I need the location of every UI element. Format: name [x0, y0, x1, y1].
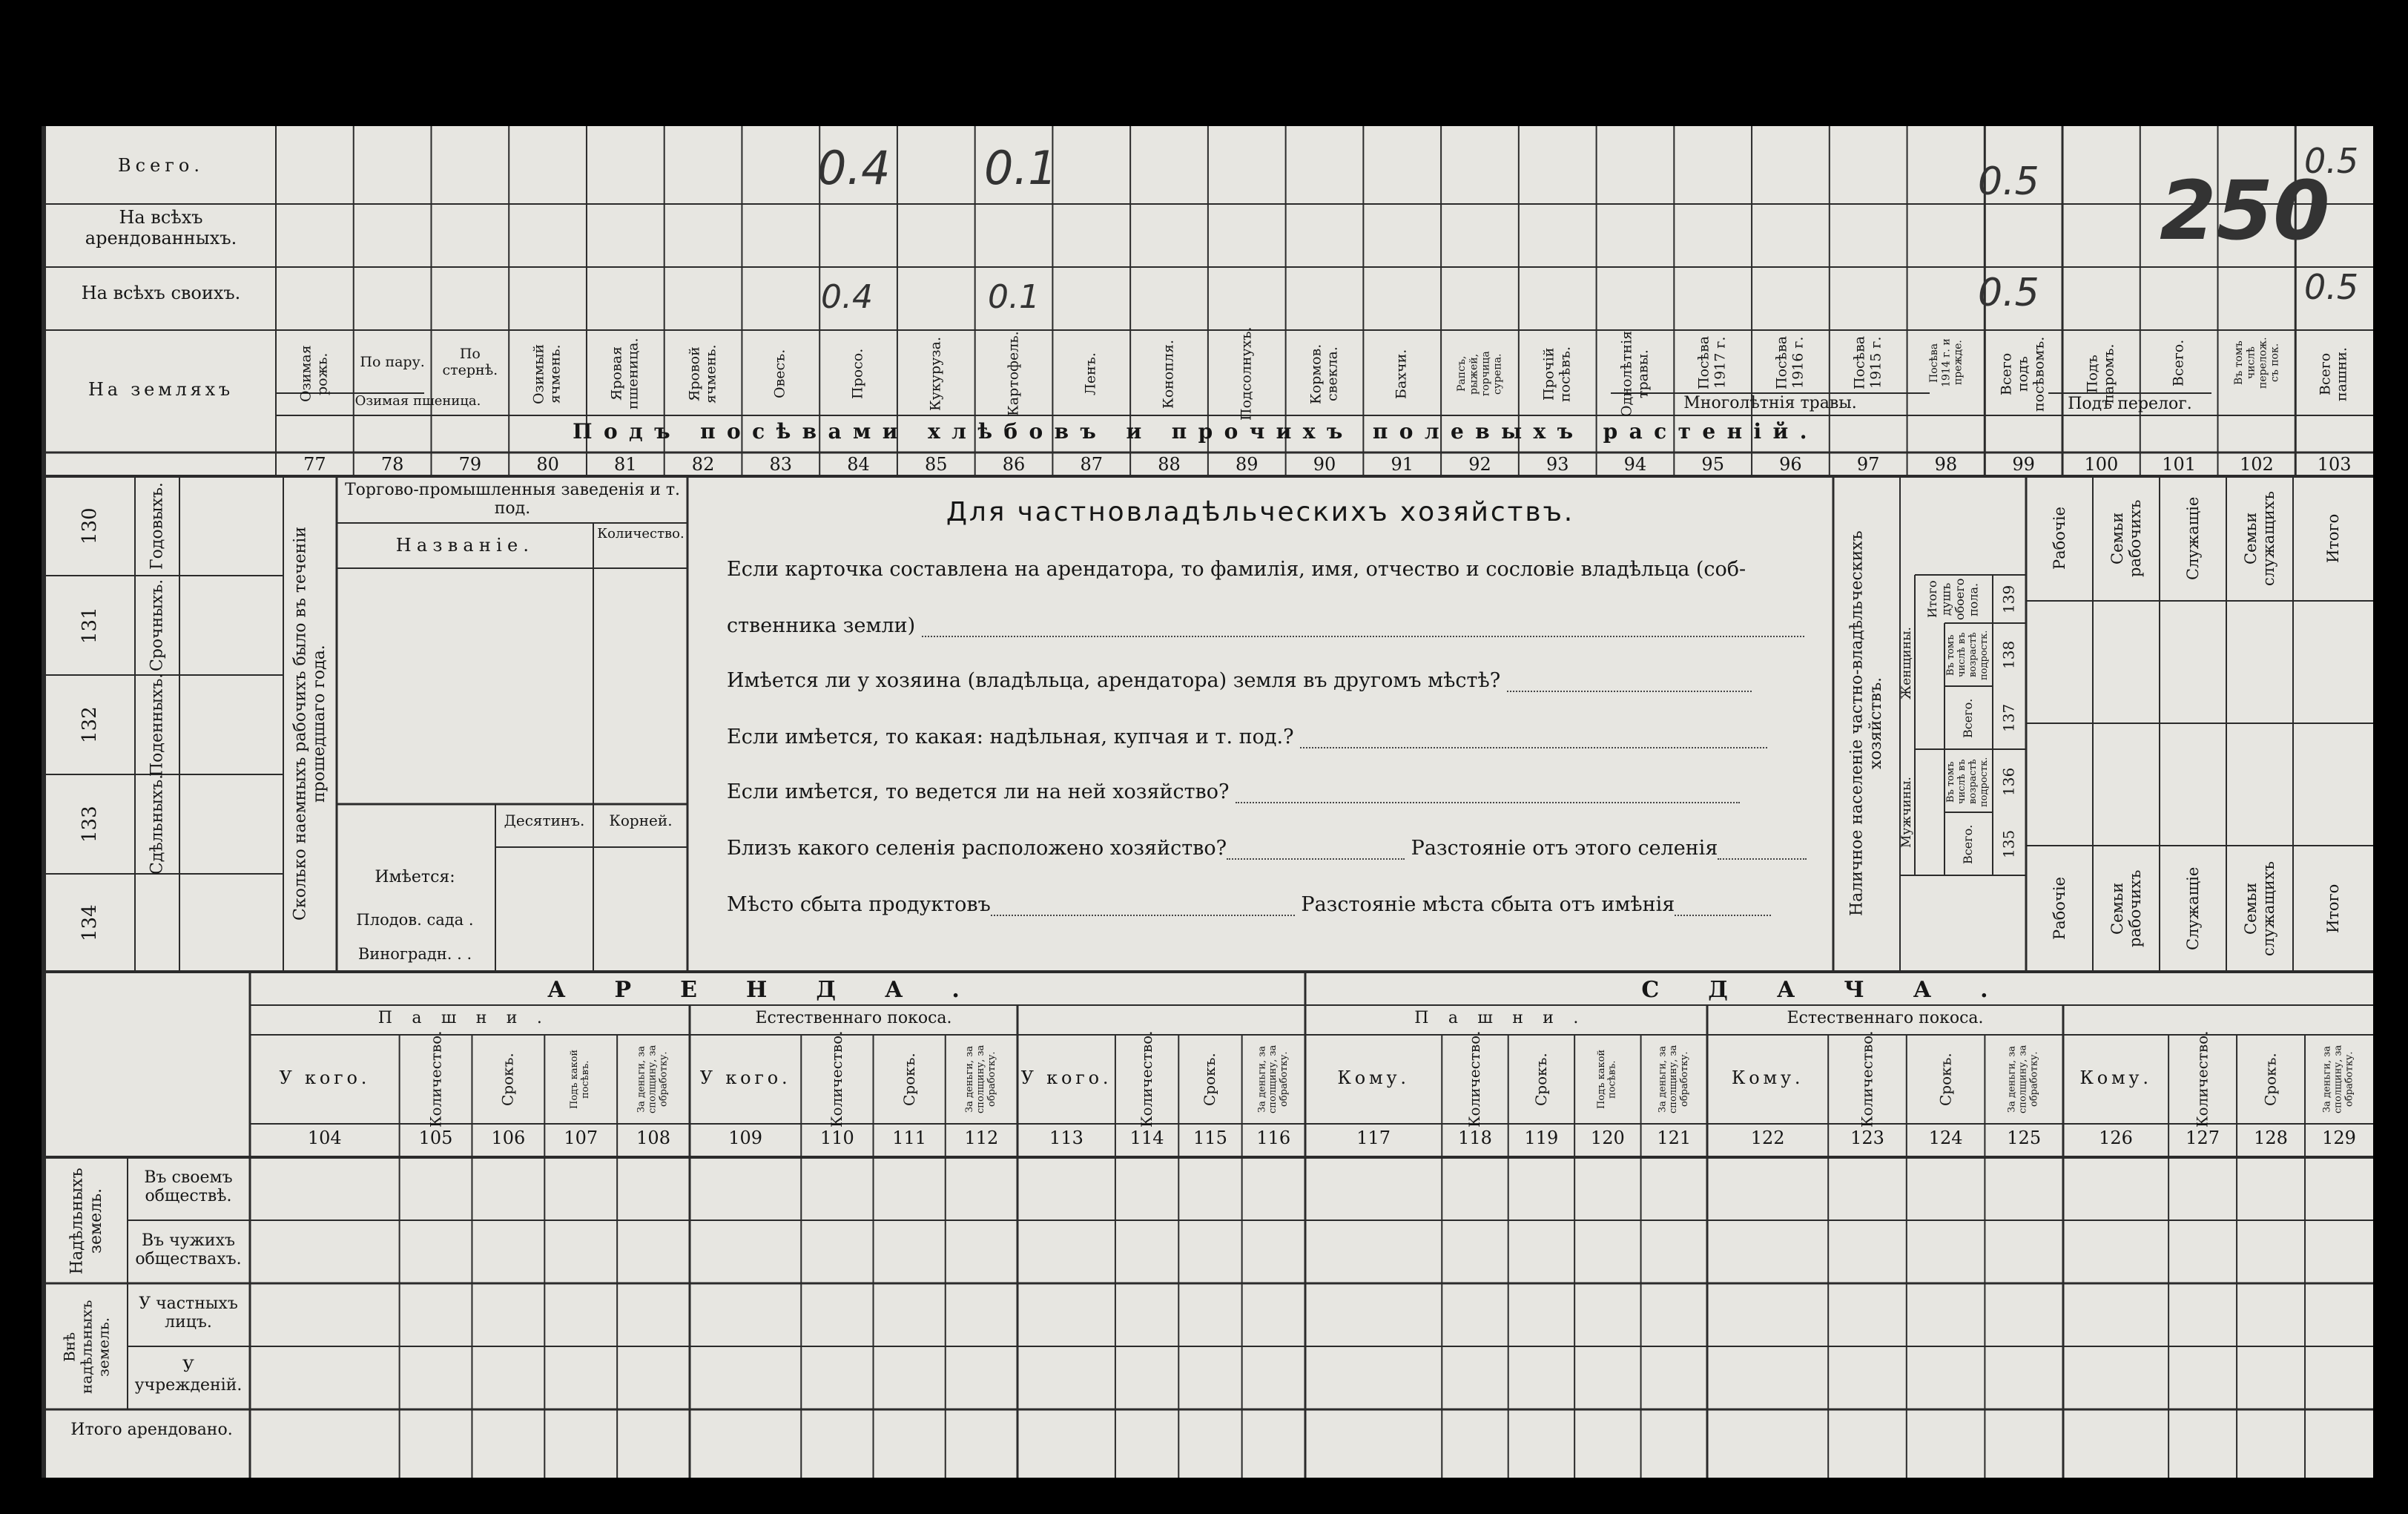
women-total-label: Всего. — [1960, 698, 1975, 738]
top-col-number: 81 — [614, 454, 637, 475]
header-col-83: Овесъ. — [771, 349, 788, 399]
top-col-number: 90 — [1313, 454, 1336, 475]
header-col-96: Посѣва 1916 г. — [1773, 335, 1807, 390]
header-col-85: Кукуруза. — [927, 337, 944, 412]
bottom-header-komu: Кому. — [2079, 1067, 2152, 1088]
handwritten-total-potato: 0.1 — [984, 141, 1058, 195]
top-col-number: 85 — [925, 454, 948, 475]
top-col-number: 101 — [2162, 454, 2197, 475]
bottom-col-number: 112 — [964, 1128, 999, 1148]
header-col-84: Просо. — [849, 348, 866, 400]
hired-col-label — [136, 877, 178, 969]
vineyard-label: Виноградн. . . — [357, 945, 472, 963]
bottom-header-za_dengi: За деньги, за сполщину, за обработку. — [2321, 1044, 2355, 1114]
census-card-sheet — [42, 126, 2373, 1478]
bottom-col-number: 120 — [1590, 1128, 1625, 1148]
top-col-number: 96 — [1779, 454, 1802, 475]
hired-col-number: 132 — [79, 706, 102, 743]
hired-col-number: 131 — [79, 607, 102, 644]
question-farming — [727, 780, 1802, 803]
right-col-label: Семьи служащихъ — [2241, 860, 2277, 957]
market-distance-field[interactable] — [1675, 914, 1771, 916]
header-col-87: Ленъ. — [1082, 352, 1099, 395]
hired-col-number: 133 — [79, 806, 102, 843]
header-col-93: Прочій посѣвъ. — [1540, 346, 1574, 402]
sdacha-title: СДАЧА. — [1641, 977, 2037, 1003]
bottom-header-za_dengi: За деньги, за сполщину, за обработку. — [636, 1044, 670, 1114]
bottom-header-kolvo: Количество. — [1858, 1030, 1876, 1128]
top-col-number: 102 — [2239, 454, 2274, 475]
row-other-societies: Въ чужихъ обществахъ. — [135, 1231, 242, 1269]
bottom-header-srok: Срокъ. — [900, 1053, 918, 1106]
has-label: Имѣется: — [375, 868, 455, 886]
right-col-label: Служащіе — [2183, 496, 2202, 581]
top-col-number: 97 — [1856, 454, 1880, 475]
women-label: Женщины. — [1899, 627, 1915, 700]
header-col-92: Рапсъ, рыжей, горчица сурепа. — [1456, 351, 1504, 397]
top-col-number: 88 — [1158, 454, 1181, 475]
right-col-label: Итого — [2323, 513, 2342, 564]
top-col-number: 84 — [847, 454, 870, 475]
village-distance-field[interactable] — [1718, 858, 1807, 860]
question-owner-line2 — [727, 614, 1802, 637]
bottom-header-kolvo: Количество. — [1138, 1030, 1156, 1128]
owner-answer-field[interactable] — [922, 635, 1804, 637]
bottom-col-number: 114 — [1129, 1128, 1164, 1148]
bottom-header-u_kogo: У кого. — [699, 1067, 791, 1088]
bottom-group-title: Пашни. — [377, 1009, 562, 1027]
bottom-col-number: 121 — [1657, 1128, 1692, 1148]
bottom-col-number: 119 — [1524, 1128, 1559, 1148]
question-land-type-text: Если имѣется, то какая: надѣльная, купчая и т. под.? — [727, 725, 1294, 748]
population-title: Наличное населеніе частно-владѣльческихъ хозяйствъ. — [1847, 530, 1885, 916]
question-village-text: Близъ какого селенія расположено хозяйство? — [727, 837, 1227, 860]
header-col-99: Всего подъ посѣвомъ. — [1998, 336, 2048, 412]
pop-num-136: 136 — [1999, 767, 2018, 797]
bottom-col-number: 107 — [564, 1128, 598, 1148]
total-both-sexes-label: Итого душъ обоего пола. — [1925, 578, 1981, 621]
top-col-number: 103 — [2317, 454, 2352, 475]
handwritten-own-sown: 0.5 — [1978, 271, 2039, 315]
bottom-header-srok: Срокъ. — [1936, 1053, 1955, 1106]
row-label-lands: На земляхъ — [88, 379, 234, 400]
question-village — [727, 837, 1802, 860]
header-col-82: Яровой ячмень. — [686, 344, 719, 404]
bottom-header-za_dengi: За деньги, за сполщину, за обработку. — [963, 1044, 997, 1114]
men-teen-label: Въ томъ числѣ въ возрастѣ подростк. — [1945, 757, 1990, 807]
header-col-79: По стернѣ. — [442, 346, 498, 378]
header-col-80: Озимый ячмень. — [530, 343, 564, 404]
hired-col-label: Срочныхъ. — [148, 579, 167, 672]
top-col-number: 100 — [2084, 454, 2119, 475]
header-col-89: Подсолнухъ. — [1238, 326, 1255, 421]
right-col-label: Рабочіе — [2050, 507, 2068, 570]
top-col-number: 86 — [1002, 454, 1026, 475]
bottom-header-kolvo: Количество. — [426, 1030, 445, 1128]
top-col-number: 99 — [2012, 454, 2035, 475]
bottom-header-pod_posev: Подъ какой посѣвъ. — [1595, 1049, 1618, 1110]
trade-name-header: Названіе. — [395, 535, 535, 556]
women-teen-label: Въ томъ числѣ въ возрастѣ подростк. — [1945, 630, 1990, 680]
header-fallow: Подъ перелог. — [2068, 395, 2192, 413]
bottom-header-u_kogo: У кого. — [279, 1067, 371, 1088]
bottom-col-number: 106 — [491, 1128, 526, 1148]
header-col-94: Однолѣтнія травы. — [1618, 330, 1651, 418]
bottom-col-number: 117 — [1356, 1128, 1391, 1148]
farming-answer-field[interactable] — [1236, 801, 1740, 803]
other-land-answer-field[interactable] — [1507, 690, 1752, 692]
group-nadel-label: Надѣльныхъ земель. — [67, 1168, 105, 1274]
question-market-distance-text: Разстояніе мѣста сбыта отъ имѣнія — [1301, 893, 1675, 916]
bottom-col-number: 122 — [1750, 1128, 1785, 1148]
orchard-label: Плодов. сада . — [356, 911, 474, 929]
bottom-col-number: 127 — [2186, 1128, 2220, 1148]
bottom-col-number: 111 — [892, 1128, 927, 1148]
hired-col-number: 130 — [79, 507, 102, 544]
header-col-103: Всего пашни. — [2317, 346, 2350, 401]
village-answer-field[interactable] — [1227, 858, 1405, 860]
right-col-label: Семьи служащихъ — [2241, 490, 2277, 587]
header-col-95: Посѣва 1917 г. — [1695, 335, 1729, 390]
bottom-col-number: 109 — [728, 1128, 763, 1148]
header-col-100: Подъ паромъ. — [2084, 343, 2117, 404]
header-col-97: Посѣва 1915 г. — [1851, 335, 1884, 390]
bottom-header-za_dengi: За деньги, за сполщину, за обработку. — [1256, 1044, 1290, 1114]
row-label-own: На всѣхъ своихъ. — [81, 283, 241, 303]
top-col-number: 87 — [1080, 454, 1104, 475]
question-owner-line1: Если карточка составлена на арендатора, то фамилія, имя, отчество и сословіе владѣльца (соб- — [727, 558, 1746, 581]
top-col-number: 82 — [691, 454, 715, 475]
question-owner-text: ственника земли) — [727, 614, 916, 637]
question-other-land-text: Имѣется ли у хозяина (владѣльца, арендатора) земля въ другомъ мѣстѣ? — [727, 669, 1501, 692]
right-col-label: Семьи рабочихъ — [2108, 869, 2144, 948]
bottom-header-srok: Срокъ. — [1531, 1053, 1550, 1106]
row-own-society: Въ своемъ обществѣ. — [144, 1168, 233, 1206]
header-col-88: Конопля. — [1160, 339, 1177, 409]
bottom-col-number: 104 — [307, 1128, 342, 1148]
bottom-header-za_dengi: За деньги, за сполщину, за обработку. — [1656, 1044, 1690, 1114]
bottom-col-number: 125 — [2007, 1128, 2042, 1148]
header-col-102: Въ томъ числѣ перелож. съ пок. — [2232, 337, 2280, 389]
row-label-rented: На всѣхъ арендованныхъ. — [85, 207, 237, 249]
handwritten-total-last: 0.5 — [2304, 141, 2359, 181]
bottom-col-number: 126 — [2099, 1128, 2133, 1148]
top-col-number: 83 — [769, 454, 793, 475]
right-col-label: Итого — [2323, 883, 2342, 934]
bottom-header-srok: Срокъ. — [1201, 1053, 1219, 1106]
top-col-number: 93 — [1546, 454, 1569, 475]
land-type-answer-field[interactable] — [1300, 746, 1767, 748]
right-col-label: Семьи рабочихъ — [2108, 499, 2144, 578]
bottom-col-number: 123 — [1850, 1128, 1884, 1148]
private-estate-title: Для частновладѣльческихъ хозяйствъ. — [946, 497, 1575, 527]
right-col-label: Рабочіе — [2050, 877, 2068, 941]
bottom-col-number: 113 — [1049, 1128, 1083, 1148]
market-answer-field[interactable] — [991, 914, 1295, 916]
handwritten-own-potato: 0.1 — [988, 278, 1040, 316]
bottom-header-srok: Срокъ. — [2261, 1053, 2280, 1106]
header-col-86: Картофель. — [1005, 331, 1022, 417]
bottom-header-komu: Кому. — [1731, 1067, 1804, 1088]
header-col-91: Бахчи. — [1393, 349, 1410, 399]
top-col-number: 79 — [458, 454, 482, 475]
bottom-col-number: 128 — [2254, 1128, 2288, 1148]
header-col-77: Озимая рожь. — [297, 345, 331, 403]
pop-num-138: 138 — [1999, 640, 2018, 670]
right-col-label: Служащіе — [2183, 866, 2202, 951]
top-col-number: 98 — [1934, 454, 1958, 475]
bottom-col-number: 105 — [418, 1128, 453, 1148]
trade-qty-header: Количество. — [597, 526, 685, 542]
desyatin-header: Десятинъ. — [504, 812, 585, 829]
pop-num-137: 137 — [1999, 703, 2018, 733]
group-vne-label: Внѣ надѣльныхъ земель. — [60, 1300, 113, 1395]
header-ozim-wheat: Озимая пшеница. — [354, 393, 481, 409]
row-institutions: У учрежденій. — [134, 1357, 243, 1395]
question-market — [727, 893, 1802, 916]
question-market-text: Мѣсто сбыта продуктовъ — [727, 893, 991, 916]
top-col-number: 89 — [1235, 454, 1259, 475]
header-col-90: Кормов. свекла. — [1307, 343, 1340, 404]
top-col-number: 92 — [1468, 454, 1491, 475]
question-land-type — [727, 725, 1802, 748]
bottom-col-number: 115 — [1193, 1128, 1227, 1148]
top-col-number: 95 — [1701, 454, 1724, 475]
top-col-number: 78 — [380, 454, 404, 475]
question-village-distance-text: Разстояніе отъ этого селенія — [1411, 837, 1718, 860]
under-crops-caption: Подъ посѣвами хлѣбовъ и прочихъ полевыхъ растеній. — [573, 419, 1818, 444]
question-other-land — [727, 669, 1802, 692]
header-col-81: Яровая пшеница. — [608, 338, 641, 410]
row-total-rented: Итого арендовано. — [70, 1421, 233, 1439]
bottom-group-title: Естественнаго покоса. — [755, 1009, 952, 1027]
header-col-101: Всего. — [2170, 339, 2187, 386]
handwritten-own-millet: 0.4 — [821, 278, 873, 316]
bottom-header-za_dengi: За деньги, за сполщину, за обработку. — [2006, 1044, 2040, 1114]
row-private-persons: У частныхъ лицъ. — [139, 1294, 238, 1332]
top-col-number: 80 — [536, 454, 559, 475]
top-col-number: 91 — [1391, 454, 1414, 475]
bottom-col-number: 116 — [1256, 1128, 1291, 1148]
hired-workers-title: Сколько наемныхъ рабочихъ было въ теченіи прошедшаго года. — [291, 527, 329, 921]
trade-title: Торгово-промышленныя заведенія и т. под. — [344, 481, 681, 519]
handwritten-own-last: 0.5 — [2304, 267, 2359, 307]
hired-col-label: Поденныхъ. — [148, 673, 167, 777]
bottom-header-u_kogo: У кого. — [1020, 1067, 1112, 1088]
bottom-header-pod_posev: Подъ какой посѣвъ. — [569, 1049, 592, 1110]
handwritten-rented-250: 250 — [2160, 163, 2330, 258]
top-col-number: 94 — [1623, 454, 1647, 475]
men-total-label: Всего. — [1960, 824, 1975, 864]
header-col-78: По пару. — [360, 354, 425, 371]
hired-col-label: Годовыхъ. — [148, 482, 167, 570]
handwritten-total-millet: 0.4 — [817, 141, 891, 195]
bottom-group-title: Пашни. — [1414, 1009, 1598, 1027]
bottom-col-number: 108 — [636, 1128, 670, 1148]
bottom-col-number: 129 — [2322, 1128, 2356, 1148]
bottom-header-kolvo: Количество. — [1465, 1030, 1484, 1128]
pop-num-139: 139 — [1999, 585, 2018, 614]
bottom-group-title: Естественнаго покоса. — [1787, 1009, 1984, 1027]
roots-header: Корней. — [609, 812, 673, 829]
bottom-header-komu: Кому. — [1337, 1067, 1410, 1088]
question-farming-text: Если имѣется, то ведется ли на ней хозяйство? — [727, 780, 1230, 803]
header-col-98: Посѣва 1914 г. и прежде. — [1927, 338, 1964, 387]
bottom-col-number: 124 — [1928, 1128, 1963, 1148]
hired-col-number: 134 — [79, 904, 102, 941]
hired-col-label: Сдѣльныхъ. — [148, 774, 167, 875]
bottom-col-number: 118 — [1458, 1128, 1492, 1148]
handwritten-total-sown: 0.5 — [1978, 159, 2039, 204]
bottom-header-kolvo: Количество. — [2193, 1030, 2211, 1128]
bottom-header-srok: Срокъ. — [498, 1053, 517, 1106]
pop-num-135: 135 — [1999, 829, 2018, 859]
header-perennial: Многолѣтнія травы. — [1683, 394, 1857, 412]
top-col-number: 77 — [303, 454, 326, 475]
row-label-total: Всего. — [118, 155, 204, 176]
men-label: Мужчины. — [1899, 777, 1915, 848]
bottom-header-kolvo: Количество. — [828, 1030, 846, 1128]
bottom-col-number: 110 — [819, 1128, 854, 1148]
arenda-title: АРЕНДА. — [547, 977, 1009, 1003]
